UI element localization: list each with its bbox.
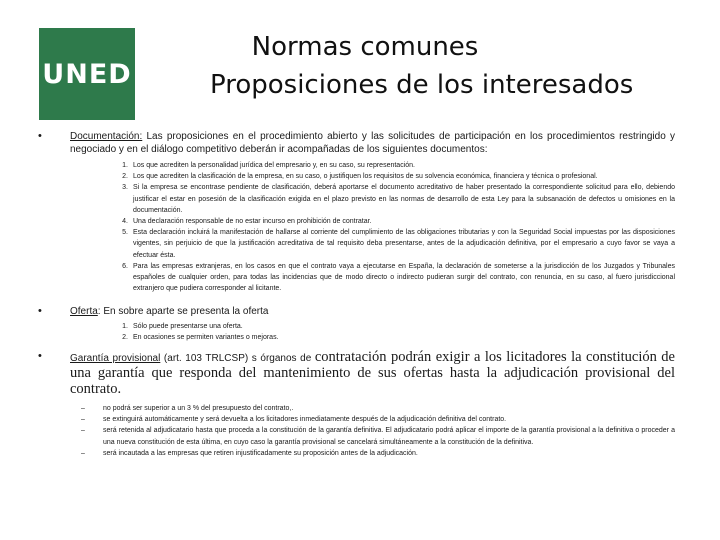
item-number: 4. [122, 218, 128, 226]
oferta-list [122, 321, 675, 343]
item-number: 3. [122, 184, 128, 192]
oferta-paragraph [70, 305, 675, 318]
dash-marker: – [81, 427, 85, 435]
item-number: 1. [122, 162, 128, 169]
bullet-marker: • [38, 350, 42, 362]
item-text: En ocasiones se permiten variantes o mejoras. [133, 334, 279, 342]
dash-marker: – [81, 449, 85, 457]
documentacion-paragraph [70, 130, 675, 156]
list-item [81, 425, 675, 447]
item-text: Esta declaración incluirá la manifestación de hallarse al corriente del cumplimiento de las obligaciones tributarias y con la Seguridad Social impuestas por las disposiciones vigentes, sin perjuicio de que la justificación acreditativa de tal requisito deba presentarse, antes de la adjudicación definitiva, por el empresario a cuyo favor se vaya a efectuar ésta. [133, 229, 675, 259]
list-item [122, 332, 675, 343]
list-item [122, 261, 675, 295]
item-text: Una declaración responsable de no estar incurso en prohibición de contratar. [133, 218, 372, 226]
list-item [122, 321, 675, 332]
item-text: Para las empresas extranjeras, en los casos en que el contrato vaya a ejecutarse en España, la declaración de someterse a la jurisdicción de los Juzgados y Tribunales españoles de cualquier orden, para todas las incidencias que de modo directo o indirecto pudieran surgir del contrato, con renuncia, en su caso, al fuero jurisdiccional extranjero que pudiera corresponder al licitante. [133, 262, 675, 293]
bullet-marker: • [38, 130, 42, 142]
garantia-text-small: (art. 103 TRLCSP) s órganos de [160, 353, 315, 364]
item-text: Si la empresa se encontrase pendiente de clasificación, deberá aportarse el documento acreditativo de haber presentado la correspondiente solicitud para ello, debiendo justificar el estar en posesión de la clasificación exigida en el plazo previsto en las normas de desarrollo de esta Ley para la subsanación de defectos u omisiones en la documentación. [133, 184, 675, 214]
list-item [81, 414, 675, 425]
item-text: será incautada a las empresas que retiren injustificadamente su proposición antes de la adjudicación. [103, 449, 418, 457]
garantia-text-big: contratación podrán exigir a los licitadores la constitución de una garantía que responda del mantenimiento de sus ofertas hasta la adjudicación provisional del contrato. [70, 349, 675, 397]
item-number: 6. [122, 262, 128, 270]
oferta-heading: Oferta [70, 306, 98, 317]
item-text: no podrá ser superior a un 3 % del presupuesto del contrato,. [103, 405, 294, 412]
garantia-list [81, 403, 675, 459]
documentos-list [122, 160, 675, 294]
title-line-2: Proposiciones de los interesados [210, 70, 634, 100]
item-text: será retenida al adjudicatario hasta que proceda a la constitución de la garantía definitiva. El adjudicatario podrá aplicar el importe de la garantía provisional a la definitiva o proceder a una nueva constitución de esta última, en cuyo caso la garantía provisional se cancelará simultáneamente a la constitución de la definitiva. [103, 427, 675, 446]
list-item [122, 171, 675, 182]
bullet-marker: • [38, 305, 42, 317]
oferta-text: : En sobre aparte se presenta la oferta [97, 306, 269, 317]
item-text: Los que acrediten la personalidad jurídica del empresario y, en su caso, su representación. [133, 162, 415, 169]
list-item [122, 216, 675, 227]
list-item [122, 182, 675, 216]
garantia-heading: Garantía provisional [70, 353, 161, 364]
item-number: 1. [122, 323, 128, 330]
title-line-1: Normas comunes [251, 32, 479, 62]
list-item [122, 160, 675, 171]
item-number: 2. [122, 334, 128, 342]
documentacion-text: Las proposiciones en el procedimiento abierto y las solicitudes de participación en los procedimientos restringido y negociado y en el diálogo competitivo deberán ir acompañadas de los siguientes documentos: [70, 131, 675, 155]
documentacion-heading: Documentación: [70, 131, 143, 142]
list-item [81, 448, 675, 459]
dash-marker: – [81, 416, 85, 424]
item-number: 2. [122, 173, 128, 181]
logo-text: UNED [42, 58, 132, 90]
item-text: se extinguirá automáticamente y será devuelta a los licitadores inmediatamente después de la adjudicación definitiva del contrato. [103, 416, 507, 424]
garantia-paragraph [70, 350, 675, 398]
list-item [81, 403, 675, 414]
item-text: Sólo puede presentarse una oferta. [133, 323, 243, 330]
item-text: Los que acrediten la clasificación de la empresa, en su caso, o justifiquen los requisitos de su solvencia económica, financiera y técnica o profesional. [133, 173, 598, 181]
dash-marker: – [81, 405, 85, 412]
item-number: 5. [122, 229, 128, 237]
list-item [122, 227, 675, 261]
